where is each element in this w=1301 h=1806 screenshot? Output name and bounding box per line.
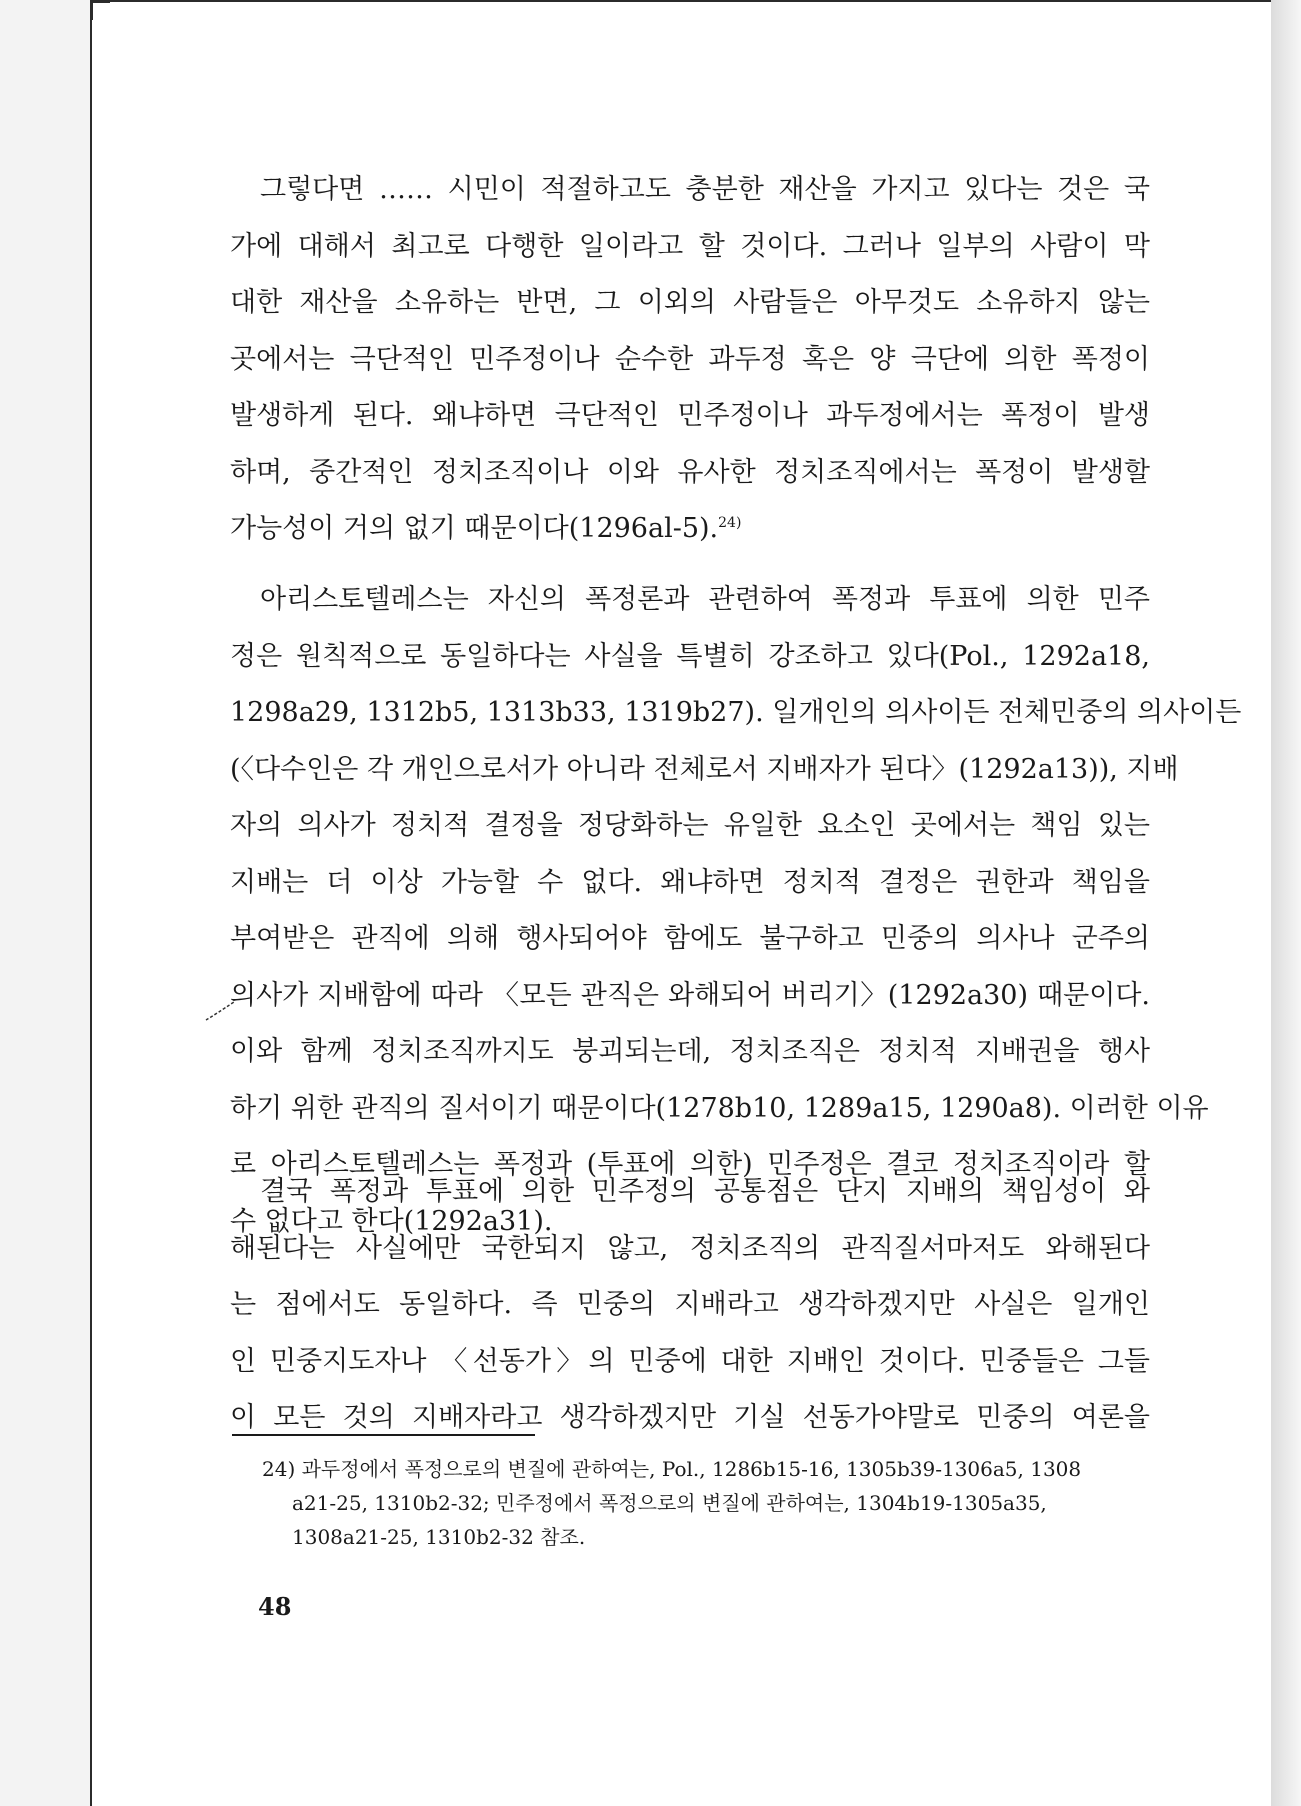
quote-line: 가에 대해서 최고로 다행한 일이라고 할 것이다. 그러나 일부의 사람이 막	[230, 230, 1150, 262]
footnote-line: 1308a21-25, 1310b2-32 참조.	[292, 1525, 586, 1549]
quote-line: 그렇다면 …… 시민이 적절하고도 충분한 재산을 가지고 있다는 것은 국	[260, 174, 1150, 205]
footnote-line: 24) 과두정에서 폭정으로의 변질에 관하여는, Pol., 1286b15-16, 1305b39-1306a5, 1308	[262, 1457, 1082, 1481]
paragraph-line: 하기 위한 관직의 질서이기 때문이다(1278b10, 1289a15, 1290a8). 이러한 이유	[230, 1092, 1209, 1124]
paragraph-line: 수 없다고 한다(1292a31).	[230, 1205, 553, 1237]
footnote-line: a21-25, 1310b2-32; 민주정에서 폭정으로의 변질에 관하여는, 1304b19-1305a35,	[292, 1491, 1047, 1515]
pen-mark-icon	[204, 1000, 236, 1022]
paragraph-line: 의사가 지배함에 따라 〈모든 관직은 와해되어 버리기〉(1292a30) 때문이다.	[230, 979, 1150, 1011]
paragraph-line: 1298a29, 1312b5, 1313b33, 1319b27). 일개인의 의사이든 전체민중의 의사이든	[230, 697, 1242, 728]
quote-line: 발생하게 된다. 왜냐하면 극단적인 민주정이나 과두정에서는 폭정이 발생	[230, 400, 1150, 431]
paragraph-2	[230, 1164, 1150, 1447]
page-corner-mark	[90, 0, 110, 20]
footnote-reference[interactable]: 24)	[718, 515, 742, 531]
paragraph-line: 아리스토텔레스는 자신의 폭정론과 관련하여 폭정과 투표에 의한 민주	[260, 584, 1150, 615]
quote-line: 가능성이 거의 없기 때문이다(1296al-5).	[230, 513, 719, 544]
block-quote	[230, 162, 1150, 558]
page-edge-shadow	[1271, 0, 1301, 1806]
paragraph-line: 이 모든 것의 지배자라고 생각하겠지만 기실 선동가야말로 민중의 여론을	[230, 1402, 1150, 1433]
paragraph-line: 인 민중지도자나 〈선동가〉의 민중에 대한 지배인 것이다. 민중들은 그들	[230, 1345, 1150, 1377]
paragraph-line: 자의 의사가 정치적 결정을 정당화하는 유일한 요소인 곳에서는 책임 있는	[230, 810, 1150, 841]
paragraph-line: 부여받은 관직에 의해 행사되어야 함에도 불구하고 민중의 의사나 군주의	[230, 923, 1150, 954]
paragraph-line: 해된다는 사실에만 국한되지 않고, 정치조직의 관직질서마저도 와해된다	[230, 1232, 1150, 1264]
quote-line: 대한 재산을 소유하는 반면, 그 이외의 사람들은 아무것도 소유하지 않는	[230, 287, 1150, 318]
footnote-divider	[232, 1434, 535, 1436]
quote-line: 하며, 중간적인 정치조직이나 이와 유사한 정치조직에서는 폭정이 발생할	[230, 456, 1150, 488]
quote-line: 곳에서는 극단적인 민주정이나 순수한 과두정 혹은 양 극단에 의한 폭정이	[230, 343, 1150, 375]
paragraph-line: 지배는 더 이상 가능할 수 없다. 왜냐하면 정치적 결정은 권한과 책임을	[230, 866, 1150, 898]
paragraph-line: 이와 함께 정치조직까지도 붕괴되는데, 정치조직은 정치적 지배권을 행사	[230, 1036, 1150, 1067]
page-number: 48	[258, 1592, 292, 1621]
paragraph-line: (〈다수인은 각 개인으로서가 아니라 전체로서 지배자가 된다〉(1292a13)), 지배	[230, 753, 1179, 785]
paragraph-line: 정은 원칙적으로 동일하다는 사실을 특별히 강조하고 있다(Pol., 1292a18,	[230, 640, 1150, 672]
quote-last-line	[230, 501, 1150, 558]
paragraph-1	[230, 572, 1242, 1250]
paragraph-line: 결국 폭정과 투표에 의한 민주정의 공통점은 단지 지배의 책임성이 와	[260, 1176, 1150, 1207]
paragraph-line: 로 아리스토텔레스는 폭정과 (투표에 의한) 민주정은 결코 정치조직이라 할	[230, 1149, 1150, 1180]
paragraph-line: 는 점에서도 동일하다. 즉 민중의 지배라고 생각하겠지만 사실은 일개인	[230, 1289, 1150, 1320]
footnote-24	[262, 1452, 1150, 1554]
